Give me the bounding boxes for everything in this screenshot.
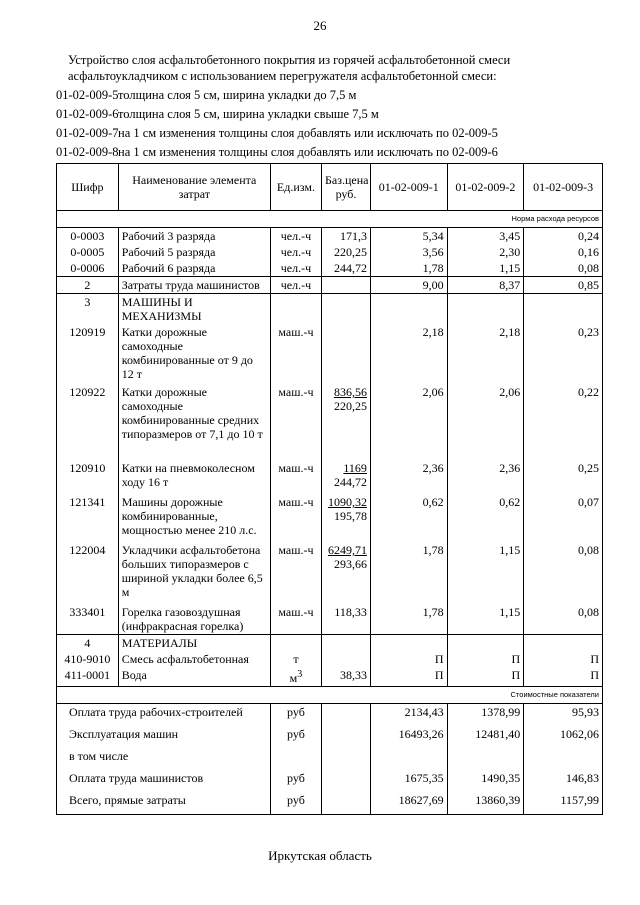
header-col1: 01-02-009-1 [370, 164, 447, 211]
row-v3: 0,16 [524, 244, 603, 260]
row-v3: 0,08 [524, 604, 603, 635]
row-name: Горелка газовоздушная (инфракрасная горелка) [118, 604, 270, 635]
summary-row [57, 792, 603, 815]
code-desc: на 1 см изменения толщины слоя добавлять или исключать по 02-009-5 [118, 126, 498, 140]
summary-v2: 12481,40 [447, 726, 524, 748]
summary-v2: 1378,99 [447, 704, 524, 727]
row-v1: 2,18 [370, 324, 447, 384]
row-code: 121341 [57, 494, 119, 542]
row-v1: 9,00 [370, 277, 447, 294]
header-name: Наименование элемента затрат [118, 164, 270, 211]
table-row [57, 384, 603, 460]
row-v2: 2,36 [447, 460, 524, 494]
row-v2: 1,15 [447, 542, 524, 604]
row-code: 2 [57, 277, 119, 294]
summary-unit: руб [270, 792, 321, 815]
summary-label: в том числе [57, 748, 271, 770]
summary-v3: 1062,06 [524, 726, 603, 748]
row-v1: 5,34 [370, 228, 447, 245]
empty-cell [447, 635, 524, 652]
row-v3: 0,08 [524, 542, 603, 604]
row-v1: П [370, 651, 447, 667]
summary-row [57, 704, 603, 727]
row-v2: 2,30 [447, 244, 524, 260]
row-v3: 0,25 [524, 460, 603, 494]
section-row [57, 635, 603, 652]
table-row [57, 228, 603, 245]
summary-v3: 95,93 [524, 704, 603, 727]
price-sub: 244,72 [333, 475, 367, 489]
row-v2: 0,62 [447, 494, 524, 542]
section-row [57, 294, 603, 325]
row-unit: маш.-ч [270, 324, 321, 384]
row-v2: 1,15 [447, 260, 524, 277]
row-unit: маш.-ч [270, 542, 321, 604]
section-title: МАШИНЫ И МЕХАНИЗМЫ [118, 294, 270, 325]
table-row [57, 260, 603, 277]
row-code: 411-0001 [57, 667, 119, 687]
row-code: 0-0003 [57, 228, 119, 245]
empty-cell [321, 294, 370, 325]
row-v1: 1,78 [370, 604, 447, 635]
summary-v1: 18627,69 [370, 792, 447, 815]
row-v1: 1,78 [370, 542, 447, 604]
summary-unit: руб [270, 726, 321, 748]
empty-cell [270, 294, 321, 325]
price-sub: 293,66 [333, 557, 367, 571]
row-v3: 0,08 [524, 260, 603, 277]
summary-price [321, 704, 370, 727]
row-v1: 2,06 [370, 384, 447, 460]
table-row [57, 667, 603, 687]
row-code: 0-0005 [57, 244, 119, 260]
row-name: Рабочий 3 разряда [118, 228, 270, 245]
section-code: 4 [57, 635, 119, 652]
summary-label: Всего, прямые затраты [57, 792, 271, 815]
code-id: 01-02-009-8 [56, 145, 119, 159]
row-v1: 2,36 [370, 460, 447, 494]
row-price [321, 277, 370, 294]
table-row [57, 244, 603, 260]
row-price [321, 460, 370, 494]
row-code: 122004 [57, 542, 119, 604]
table-row [57, 460, 603, 494]
summary-v1: 16493,26 [370, 726, 447, 748]
row-v1: 3,56 [370, 244, 447, 260]
summary-v3: 1157,99 [524, 792, 603, 815]
row-code: 410-9010 [57, 651, 119, 667]
code-desc: толщина слоя 5 см, ширина укладки свыше 7,5 м [118, 107, 379, 121]
summary-v2 [447, 748, 524, 770]
row-v1: 0,62 [370, 494, 447, 542]
row-name: Катки на пневмоколесном ходу 16 т [118, 460, 270, 494]
row-v2: 2,06 [447, 384, 524, 460]
row-v3: П [524, 667, 603, 687]
table-row [57, 277, 603, 294]
header-col2: 01-02-009-2 [447, 164, 524, 211]
row-code: 120922 [57, 384, 119, 460]
price-main: 1169 [343, 461, 367, 475]
code-id: 01-02-009-7 [56, 126, 119, 140]
price-sub: 195,78 [333, 509, 367, 523]
row-v1: 1,78 [370, 260, 447, 277]
row-unit: маш.-ч [270, 604, 321, 635]
cost-label-row [57, 687, 603, 704]
table-header-row [57, 164, 603, 211]
row-price [321, 494, 370, 542]
row-unit: чел.-ч [270, 260, 321, 277]
row-price [321, 542, 370, 604]
empty-cell [447, 294, 524, 325]
empty-cell [524, 294, 603, 325]
row-v3: 0,07 [524, 494, 603, 542]
empty-cell [370, 635, 447, 652]
row-code: 120919 [57, 324, 119, 384]
code-item [56, 86, 498, 105]
code-item [56, 105, 498, 124]
summary-row [57, 770, 603, 792]
summary-v2: 13860,39 [447, 792, 524, 815]
row-name: Укладчики асфальтобетона больших типоразмеров с шириной укладки более 6,5 м [118, 542, 270, 604]
row-v1: П [370, 667, 447, 687]
row-name: Затраты труда машинистов [118, 277, 270, 294]
row-price: 38,33 [321, 667, 370, 687]
row-name: Рабочий 5 разряда [118, 244, 270, 260]
code-item [56, 124, 498, 143]
row-v2: 3,45 [447, 228, 524, 245]
summary-unit: руб [270, 770, 321, 792]
empty-cell [270, 635, 321, 652]
price-main: 6249,71 [327, 543, 367, 557]
price-sub: 220,25 [333, 399, 367, 413]
row-v3: 0,24 [524, 228, 603, 245]
code-id: 01-02-009-5 [56, 88, 119, 102]
row-v2: П [447, 651, 524, 667]
empty-cell [321, 635, 370, 652]
row-v2: 1,15 [447, 604, 524, 635]
table-row [57, 324, 603, 384]
summary-unit [270, 748, 321, 770]
row-price [321, 651, 370, 667]
row-code: 0-0006 [57, 260, 119, 277]
page-footer: Иркутская область [268, 848, 372, 863]
row-unit: чел.-ч [270, 228, 321, 245]
row-unit: маш.-ч [270, 384, 321, 460]
summary-price [321, 792, 370, 815]
row-price: 220,25 [321, 244, 370, 260]
summary-row [57, 726, 603, 748]
summary-v1: 1675,35 [370, 770, 447, 792]
row-v3: 0,85 [524, 277, 603, 294]
header-unit: Ед.изм. [270, 164, 321, 211]
row-v2: 2,18 [447, 324, 524, 384]
summary-row [57, 748, 603, 770]
row-price [321, 384, 370, 460]
table-row [57, 604, 603, 635]
header-col3: 01-02-009-3 [524, 164, 603, 211]
row-code: 120910 [57, 460, 119, 494]
unit-sup: 3 [297, 669, 303, 680]
summary-v3: 146,83 [524, 770, 603, 792]
code-desc: толщина слоя 5 см, ширина укладки до 7,5 м [118, 88, 357, 102]
summary-unit: руб [270, 704, 321, 727]
row-name: Машины дорожные комбинированные, мощностью менее 210 л.с. [118, 494, 270, 542]
row-price: 171,3 [321, 228, 370, 245]
summary-label: Оплата труда машинистов [57, 770, 271, 792]
row-price: 244,72 [321, 260, 370, 277]
row-unit: маш.-ч [270, 494, 321, 542]
table-row [57, 651, 603, 667]
row-name: Вода [118, 667, 270, 687]
row-v3: 0,23 [524, 324, 603, 384]
summary-v2: 1490,35 [447, 770, 524, 792]
row-unit: т [270, 651, 321, 667]
document-title: Устройство слоя асфальтобетонного покрытия из горячей асфальтобетонной смеси асфальтоукладчиком с использованием перегружателя асфальтобетонной смеси: [68, 53, 511, 83]
row-price: 118,33 [321, 604, 370, 635]
code-desc: на 1 см изменения толщины слоя добавлять или исключать по 02-009-6 [118, 145, 498, 159]
norm-label: Норма расхода ресурсов [57, 211, 603, 228]
row-unit: чел.-ч [270, 277, 321, 294]
code-item [56, 143, 498, 162]
row-v2: 8,37 [447, 277, 524, 294]
section-title: МАТЕРИАЛЫ [118, 635, 270, 652]
row-v3: П [524, 651, 603, 667]
summary-price [321, 770, 370, 792]
table-row [57, 542, 603, 604]
summary-label: Оплата труда рабочих-строителей [57, 704, 271, 727]
header-price: Баз.цена руб. [321, 164, 370, 211]
page-number: 26 [313, 18, 327, 33]
summary-price [321, 726, 370, 748]
row-unit: маш.-ч [270, 460, 321, 494]
row-name: Катки дорожные самоходные комбинированные от 9 до 12 т [118, 324, 270, 384]
empty-cell [524, 635, 603, 652]
summary-label: Эксплуатация машин [57, 726, 271, 748]
table-row [57, 494, 603, 542]
row-unit [270, 667, 321, 687]
summary-v1 [370, 748, 447, 770]
header-code: Шифр [57, 164, 119, 211]
unit-base: м [289, 671, 298, 685]
row-name: Рабочий 6 разряда [118, 260, 270, 277]
row-v2: П [447, 667, 524, 687]
price-main: 1090,32 [327, 495, 367, 509]
row-price [321, 324, 370, 384]
cost-label: Стоимостные показатели [57, 687, 603, 704]
row-code: 333401 [57, 604, 119, 635]
summary-v3 [524, 748, 603, 770]
code-id: 01-02-009-6 [56, 107, 119, 121]
summary-price [321, 748, 370, 770]
row-unit: чел.-ч [270, 244, 321, 260]
summary-v1: 2134,43 [370, 704, 447, 727]
resource-table [56, 163, 603, 815]
section-code: 3 [57, 294, 119, 325]
norm-label-row [57, 211, 603, 228]
codes-list [56, 86, 498, 162]
empty-cell [370, 294, 447, 325]
price-main: 836,56 [333, 385, 367, 399]
row-name: Катки дорожные самоходные комбинированные средних типоразмеров от 7,1 до 10 т [118, 384, 270, 460]
row-name: Смесь асфальтобетонная [118, 651, 270, 667]
row-v3: 0,22 [524, 384, 603, 460]
